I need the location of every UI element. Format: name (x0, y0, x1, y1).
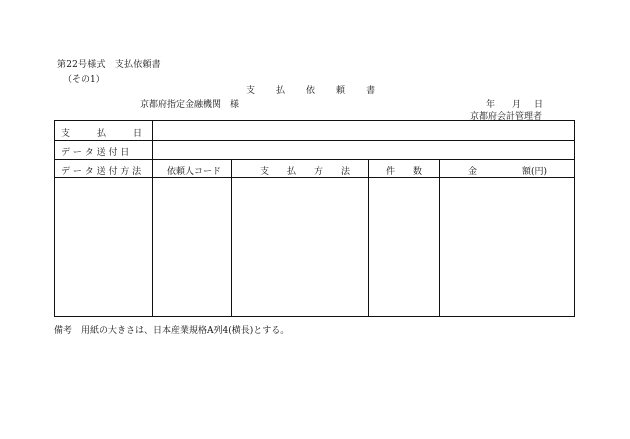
form-number: 第22号様式 支払依頼書 (57, 60, 161, 70)
amount-header: 金 額(円) (468, 167, 548, 177)
title-char: 書 (366, 86, 376, 96)
payment-method-cell[interactable] (232, 178, 367, 316)
count-cell[interactable] (369, 178, 438, 316)
amount-cell[interactable] (440, 178, 574, 316)
payment-method-header: 支 払 方 法 (260, 167, 351, 177)
row-divider (55, 159, 574, 160)
data-method-cell[interactable] (56, 178, 151, 316)
payment-date-label: 支 払 日 (61, 129, 143, 139)
date-year-label: 年 (486, 100, 496, 110)
payment-request-table (54, 120, 575, 317)
addressee: 京都府指定金融機関 様 (140, 100, 240, 110)
data-transfer-date-label: デ ー タ 送 付 日 (61, 148, 130, 158)
issuer: 京都府会計管理者 (470, 112, 543, 122)
title-char: 依 (306, 86, 316, 96)
form-subnumber: （その1） (63, 75, 105, 85)
footer-note: 備考 用紙の大きさは、日本産業規格A列4(横長)とする。 (54, 326, 290, 336)
data-method-header: デ ー タ 送 付 方 法 (61, 167, 142, 177)
title-char: 支 (246, 86, 256, 96)
title-char: 払 (276, 86, 286, 96)
payment-date-value[interactable] (153, 122, 574, 139)
count-header: 件 数 (386, 167, 423, 177)
date-day-label: 日 (534, 100, 544, 110)
requester-code-cell[interactable] (153, 178, 230, 316)
document-title (246, 83, 375, 96)
title-char: 頼 (336, 86, 346, 96)
requester-code-header: 依頼人コード (167, 167, 222, 177)
date-month-label: 月 (512, 100, 522, 110)
data-transfer-date-value[interactable] (153, 141, 574, 158)
